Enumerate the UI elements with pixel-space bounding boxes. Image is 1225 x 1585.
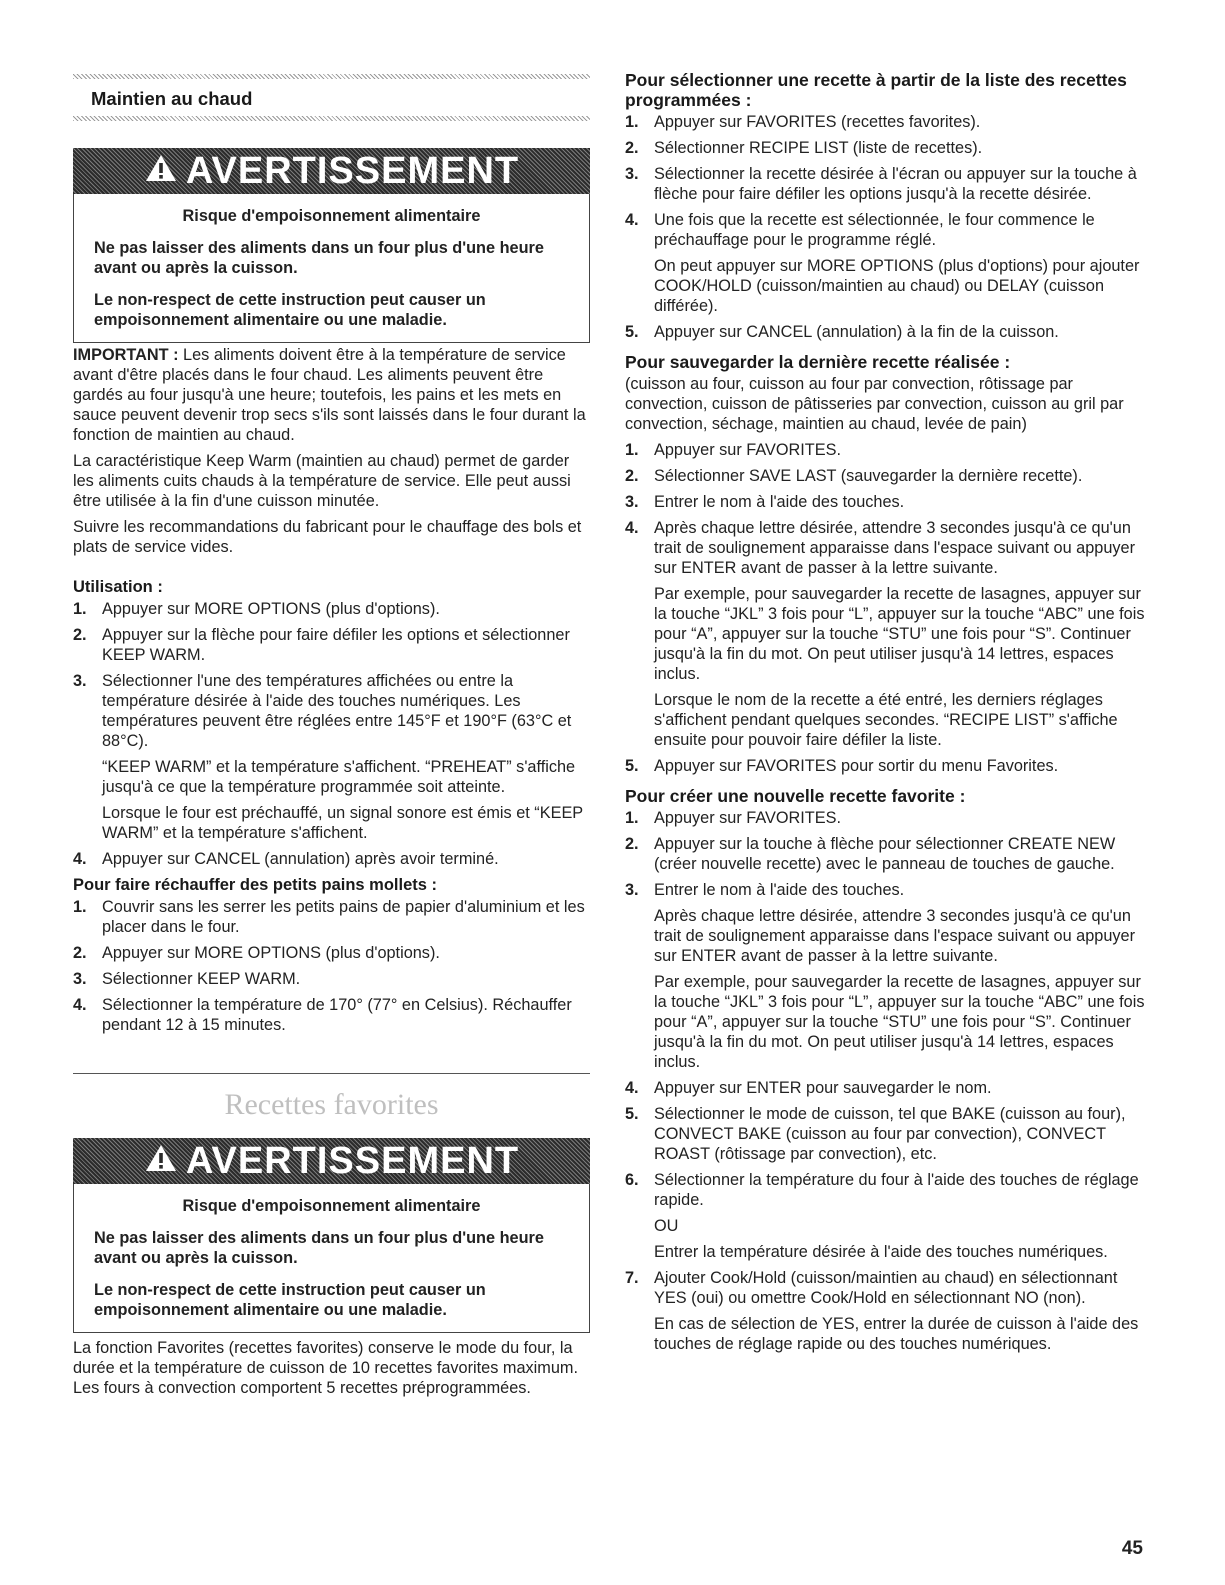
section-header <box>73 74 590 121</box>
rechauffer-heading: Pour faire réchauffer des petits pains mollets : <box>73 876 438 894</box>
list-number: 5. <box>625 1105 639 1123</box>
list-number: 3. <box>625 493 639 511</box>
list-text: Appuyer sur FAVORITES (recettes favorites). <box>654 113 981 131</box>
keep-warm-body <box>73 345 590 1041</box>
list-text: Sélectionner le mode de cuisson, tel que BAKE (cuisson au four), CONVECT BAKE (cuisson au four par convection), CONVECT ROAST (rôtissage par convection), etc. <box>654 1105 1126 1163</box>
list-number: 4. <box>73 996 87 1014</box>
list-item <box>73 625 590 665</box>
list-item <box>73 995 590 1035</box>
list-item <box>625 492 1145 512</box>
list-item <box>625 880 1145 900</box>
list-item <box>625 164 1145 204</box>
list-number: 3. <box>73 970 87 988</box>
list-text: Couvrir sans les serrer les petits pains de papier d'aluminium et les placer dans le four. <box>102 898 585 936</box>
list-item <box>625 834 1145 874</box>
list-number: 4. <box>625 211 639 229</box>
warning-subtitle: Risque d'empoisonnement alimentaire <box>182 1197 481 1215</box>
list-number: 4. <box>625 1079 639 1097</box>
rechauffer-list <box>73 897 590 1035</box>
list-item <box>625 440 1145 460</box>
list-text: Sélectionner SAVE LAST (sauvegarder la dernière recette). <box>654 467 1083 485</box>
warning-box <box>73 1138 590 1333</box>
list-item <box>73 969 590 989</box>
list-item <box>73 897 590 937</box>
utilisation-list-cont <box>73 849 590 869</box>
important-text: Les aliments doivent être à la température de service avant d'être placés dans le four chaud. Les aliments peuvent être gardés au four jusqu'à une heure; toutefois, les pains et les mets en sauce peuvent devenir trop secs s'ils sont laissés dans le four durant la fonction de maintien au chaud. <box>73 346 586 444</box>
list-item <box>73 671 590 751</box>
list-item <box>625 518 1145 578</box>
warning-subtitle: Risque d'empoisonnement alimentaire <box>182 207 481 225</box>
list-number: 3. <box>73 672 87 690</box>
warning-banner <box>73 1138 590 1184</box>
list-item <box>73 849 590 869</box>
list-subparagraph: Entrer la température désirée à l'aide des touches numériques. <box>654 1243 1108 1261</box>
list-number: 1. <box>625 809 639 827</box>
create-favorite-list-cont2 <box>625 1268 1145 1308</box>
list-text: Sélectionner la température du four à l'aide des touches de réglage rapide. <box>654 1171 1139 1209</box>
list-text: Sélectionner la température de 170° (77° en Celsius). Réchauffer pendant 12 à 15 minutes. <box>102 996 572 1034</box>
list-text: Appuyer sur la touche à flèche pour sélectionner CREATE NEW (créer nouvelle recette) avec le panneau de touches de gauche. <box>654 835 1116 873</box>
select-recipe-heading: Pour sélectionner une recette à partir de la liste des recettes programmées : <box>625 70 1127 110</box>
save-last-list-cont <box>625 756 1145 776</box>
favorites-body <box>625 70 1145 1360</box>
list-subparagraph: Lorsque le nom de la recette a été entré, les derniers réglages s'affichent pendant quelques secondes. “RECIPE LIST” s'affiche ensuite pour pouvoir faire défiler la liste. <box>654 691 1118 749</box>
warning-title: AVERTISSEMENT <box>185 1139 520 1182</box>
list-subparagraph: OU <box>654 1217 679 1235</box>
list-text: Appuyer sur CANCEL (annulation) à la fin de la cuisson. <box>654 323 1059 341</box>
list-text: Entrer le nom à l'aide des touches. <box>654 881 905 899</box>
hatch-divider <box>73 116 590 121</box>
list-number: 3. <box>625 881 639 899</box>
select-recipe-list <box>625 112 1145 250</box>
list-text: Une fois que la recette est sélectionnée, le four commence le préchauffage pour le programme réglé. <box>654 211 1095 249</box>
list-number: 2. <box>625 835 639 853</box>
list-item <box>625 466 1145 486</box>
warning-box <box>73 148 590 343</box>
favorites-intro <box>73 1338 590 1404</box>
list-text: Sélectionner RECIPE LIST (liste de recettes). <box>654 139 983 157</box>
important-label: IMPORTANT : <box>73 346 179 364</box>
list-number: 5. <box>625 757 639 775</box>
list-text: Sélectionner KEEP WARM. <box>102 970 301 988</box>
list-subparagraph: Lorsque le four est préchauffé, un signal sonore est émis et “KEEP WARM” et la température s'affichent. <box>102 804 583 842</box>
warning-triangle-icon <box>144 150 178 193</box>
warning-line: Le non-respect de cette instruction peut causer un empoisonnement alimentaire ou une maladie. <box>94 291 486 329</box>
list-subparagraph: Par exemple, pour sauvegarder la recette de lasagnes, appuyer sur la touche “JKL” 3 fois pour “L”, appuyer sur la touche “ABC” une fois pour “A”, appuyer sur la touche “STU” une fois pour “S”. Continuer jusqu'à la fin du mot. On peut utiliser jusqu'à 14 lettres, espaces inclus. <box>654 973 1145 1071</box>
list-number: 6. <box>625 1171 639 1189</box>
utilisation-list <box>73 599 590 751</box>
list-text: Sélectionner la recette désirée à l'écran ou appuyer sur la touche à flèche pour faire défiler les options jusqu'à la recette désirée. <box>654 165 1137 203</box>
list-item <box>625 1104 1145 1164</box>
list-text: Appuyer sur CANCEL (annulation) après avoir terminé. <box>102 850 499 868</box>
list-text: Ajouter Cook/Hold (cuisson/maintien au chaud) en sélectionnant YES (oui) ou omettre Cook/Hold en sélectionnant NO (non). <box>654 1269 1118 1307</box>
list-text: Entrer le nom à l'aide des touches. <box>654 493 905 511</box>
list-number: 4. <box>625 519 639 537</box>
list-number: 2. <box>73 944 87 962</box>
list-number: 1. <box>625 441 639 459</box>
list-number: 7. <box>625 1269 639 1287</box>
list-text: Après chaque lettre désirée, attendre 3 secondes jusqu'à ce qu'un trait de soulignement apparaisse dans l'espace suivant ou appuyer sur ENTER avant de passer à la lettre suivante. <box>654 519 1135 577</box>
create-favorite-heading: Pour créer une nouvelle recette favorite : <box>625 786 966 806</box>
list-text: Appuyer sur la flèche pour faire défiler les options et sélectionner KEEP WARM. <box>102 626 570 664</box>
list-text: Appuyer sur ENTER pour sauvegarder le nom. <box>654 1079 992 1097</box>
list-item <box>625 210 1145 250</box>
warning-triangle-icon <box>144 1140 178 1183</box>
list-number: 3. <box>625 165 639 183</box>
list-text: Appuyer sur MORE OPTIONS (plus d'options). <box>102 944 440 962</box>
list-text: Appuyer sur FAVORITES. <box>654 809 841 827</box>
important-paragraph <box>73 345 590 445</box>
list-text: Appuyer sur MORE OPTIONS (plus d'options). <box>102 600 440 618</box>
list-subparagraph: Par exemple, pour sauvegarder la recette de lasagnes, appuyer sur la touche “JKL” 3 fois pour “L”, appuyer sur la touche “ABC” une fois pour “A”, appuyer sur la touche “STU” une fois pour “S”. Continuer jusqu'à la fin du mot. On peut utiliser jusqu'à 14 lettres, espaces inclus. <box>654 585 1145 683</box>
paragraph: (cuisson au four, cuisson au four par convection, rôtissage par convection, cuisson de pâtisseries par convection, cuisson au gril par convection, séchage, maintien au chaud, levée de pain) <box>625 375 1124 433</box>
list-item <box>625 756 1145 776</box>
list-item <box>73 943 590 963</box>
save-last-heading: Pour sauvegarder la dernière recette réalisée : <box>625 352 1011 372</box>
create-favorite-list-cont <box>625 1078 1145 1210</box>
list-item <box>625 1268 1145 1308</box>
list-subparagraph: En cas de sélection de YES, entrer la durée de cuisson à l'aide des touches de réglage rapide ou des touches numériques. <box>654 1315 1139 1353</box>
list-number: 1. <box>73 898 87 916</box>
list-number: 4. <box>73 850 87 868</box>
list-subparagraph: “KEEP WARM” et la température s'affichent. “PREHEAT” s'affiche jusqu'à ce que la température programmée soit atteinte. <box>102 758 576 796</box>
list-item <box>625 1078 1145 1098</box>
utilisation-heading: Utilisation : <box>73 578 163 596</box>
warning-line: Ne pas laisser des aliments dans un four plus d'une heure avant ou après la cuisson. <box>94 239 544 277</box>
warning-line: Ne pas laisser des aliments dans un four plus d'une heure avant ou après la cuisson. <box>94 1229 544 1267</box>
warning-banner <box>73 148 590 194</box>
list-subparagraph: Après chaque lettre désirée, attendre 3 secondes jusqu'à ce qu'un trait de soulignement apparaisse dans l'espace suivant ou appuyer sur ENTER avant de passer à la lettre suivante. <box>654 907 1135 965</box>
paragraph: La fonction Favorites (recettes favorites) conserve le mode du four, la durée et la température de cuisson de 10 recettes favorites maximum. Les fours à convection comportent 5 recettes préprogrammées. <box>73 1339 578 1397</box>
list-subparagraph: On peut appuyer sur MORE OPTIONS (plus d'options) pour ajouter COOK/HOLD (cuisson/maintien au chaud) ou DELAY (cuisson différée). <box>654 257 1140 315</box>
paragraph: La caractéristique Keep Warm (maintien au chaud) permet de garder les aliments cuits chauds à la température de service. Elle peut aussi être utilisée à la fin d'une cuisson minutée. <box>73 452 571 510</box>
list-number: 1. <box>625 113 639 131</box>
list-item <box>625 138 1145 158</box>
favorites-section-title: Recettes favorites <box>224 1088 439 1121</box>
section-title: Maintien au chaud <box>91 88 253 109</box>
warning-line: Le non-respect de cette instruction peut causer un empoisonnement alimentaire ou une maladie. <box>94 1281 486 1319</box>
list-text: Appuyer sur FAVORITES pour sortir du menu Favorites. <box>654 757 1059 775</box>
section-rule <box>73 1073 590 1074</box>
list-item <box>73 599 590 619</box>
paragraph: Suivre les recommandations du fabricant pour le chauffage des bols et plats de service vides. <box>73 518 582 556</box>
page-number: 45 <box>1121 1538 1143 1559</box>
list-number: 2. <box>73 626 87 644</box>
list-item <box>625 1170 1145 1210</box>
list-text: Appuyer sur FAVORITES. <box>654 441 841 459</box>
select-recipe-list-cont <box>625 322 1145 342</box>
list-number: 2. <box>625 139 639 157</box>
list-item <box>625 322 1145 342</box>
save-last-list <box>625 440 1145 578</box>
list-text: Sélectionner l'une des températures affichées ou entre la température désirée à l'aide des touches numériques. Les températures peuvent être réglées entre 145°F et 190°F (63°C et 88°C). <box>102 672 572 750</box>
list-number: 5. <box>625 323 639 341</box>
list-item <box>625 112 1145 132</box>
list-item <box>625 808 1145 828</box>
list-number: 2. <box>625 467 639 485</box>
list-number: 1. <box>73 600 87 618</box>
warning-title: AVERTISSEMENT <box>185 149 520 192</box>
create-favorite-list <box>625 808 1145 900</box>
